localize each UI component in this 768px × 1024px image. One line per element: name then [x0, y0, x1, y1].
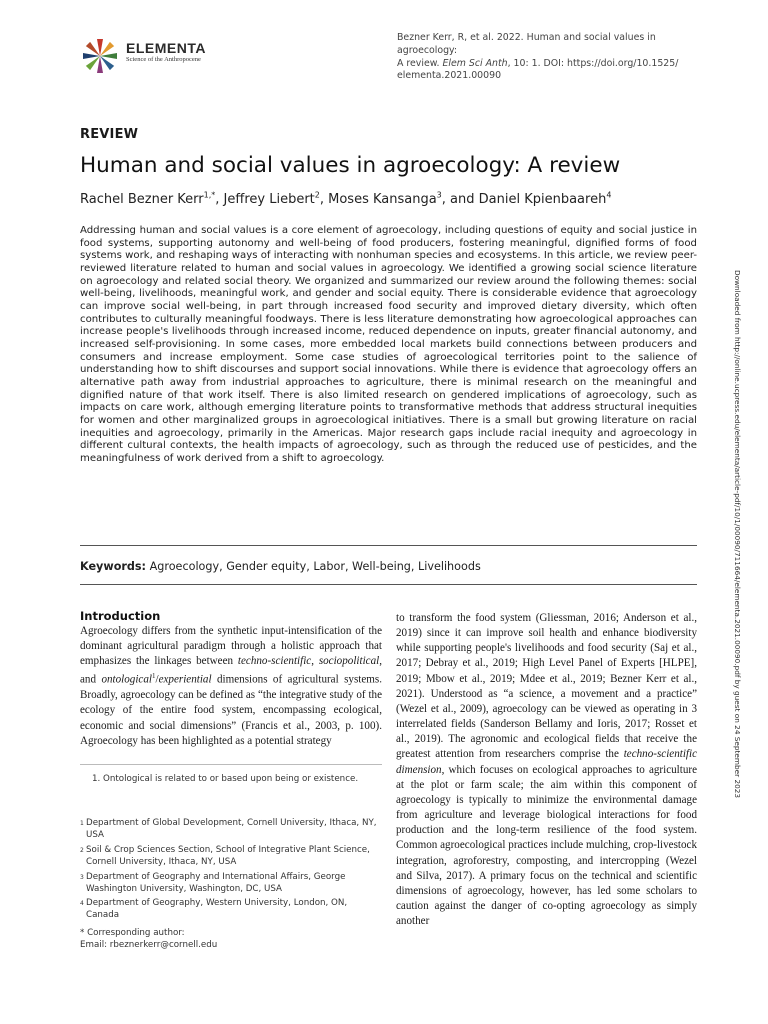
footnote-separator — [80, 764, 382, 765]
citation-line-2: A review. Elem Sci Anth, 10: 1. DOI: https://doi.org/10.1525/ — [397, 57, 679, 69]
affiliation-item — [80, 845, 380, 869]
affiliation-number: 4 — [80, 900, 84, 908]
affiliation-number: 2 — [80, 846, 84, 854]
right-column — [396, 611, 697, 929]
corresponding-author — [80, 928, 380, 952]
section-heading-introduction: Introduction — [80, 609, 161, 623]
author-separator: , and — [441, 192, 479, 207]
corresponding-email[interactable]: Email: rbeznerkerr@cornell.edu — [80, 939, 218, 950]
author-affiliation-marker: 4 — [606, 190, 612, 200]
abstract-divider — [80, 545, 697, 546]
author-name[interactable]: Jeffrey Liebert — [223, 192, 315, 207]
affiliation-number: 3 — [80, 873, 84, 881]
elementa-star-icon — [80, 36, 120, 76]
affiliation-number: 1 — [80, 820, 84, 827]
corresponding-label: * Corresponding author: — [80, 928, 185, 938]
elementa-logo[interactable] — [80, 36, 230, 76]
intro-paragraph-left: Agroecology differs from the synthetic input-intensification of the dominant agricultural paradigm through a holistic approach that emphasizes the linkages between techno-scientific, sociopolitical, and ontological$^1$/experiential dimensions of agricultural systems. Broadly, agroecology can be defined as “the integrative study of the ecology of the entire food system, encompassing ecological, economic and social dimensions” (Francis et al., 2003, p. 100). Agroecology has been highlighted as a potential strategy — [80, 625, 382, 747]
citation-line-1: Bezner Kerr, R, et al. 2022. Human and social values in agroecology: — [397, 32, 656, 56]
author-affiliation-marker: 1,* — [203, 190, 216, 200]
abstract-text: Addressing human and social values is a core element of agroecology, including questions of equity and social justice in food systems, supporting autonomy and well-being of food producers, fostering meaningful, dignified forms of food systems work, and reshaping ways of interacting with nonhuman species and ecosystems. In this article, we review peer-reviewed literature related to human and social values in agroecology. We identified a growing social science literature on agroecology and related social theory. We organized and summarized our review around the following themes: social well-being, livelihoods, meaningful work, and gender and social equity. There is considerable evidence that agroecology can improve social well-being, in part through increased food security and improved dietary diversity, which often contributes to culturally meaningful foodways. There is less literature demonstrating how agroecological approaches can increase people's livelihoods through increased income, reduced dependence on inputs, greater financial autonomy, and increased self-provisioning. In some cases, more embedded local markets build connections between producers and consumers and increase employment. Some case studies of agroecological territories point to the salience of understanding how to shift discourses and support social innovations. While there is evidence that agroecology offers an alternative path away from industrial approaches to agriculture, there is minimal research on the meaningful and dignified nature of that work itself. There is also limited research on gendered implications of agroecology, such as impacts on care work, although emerging literature points to transformative methods that address structural inequities for women and other marginalized groups in agroecological initiatives. There is a small but growing literature on racial inequities and agroecology, primarily in the Americas. Major research gaps include racial inequity and agroecology in different cultural contexts, the health impacts of agroecology, such as through the reduced use of pesticides, and the meaningfulness of work derived from a shift to agroecology. — [80, 225, 697, 464]
affiliations — [80, 818, 380, 925]
affiliation-text: Department of Global Development, Cornell University, Ithaca, NY, USA — [86, 818, 377, 840]
keywords-label: Keywords: — [80, 560, 147, 573]
affiliation-text: Department of Geography, Western University, London, ON, Canada — [86, 898, 348, 921]
author-list — [80, 192, 611, 207]
journal-name: Elem Sci Anth — [442, 57, 508, 69]
author-separator: , — [319, 192, 329, 207]
intro-paragraph-right: to transform the food system (Gliessman, 2016; Anderson et al., 2019) since it can improve soil health and enhance biodiversity while supporting people's livelihoods and food security (Saj et al., 2017; Debray et al., 2019; High Level Panel of Experts [HLPE], 2019; Mbow et al., 2019; Mdee et al., 2019; Bezner Kerr et al., 2021). Understood as “a science, a movement and a practice” (Wezel et al., 2009), agroecology can be viewed as operating in 3 interrelated fields (Sanderson Bellamy and Ioris, 2017; Rosset et al., 2019). The agronomic and ecological fields that receive the greatest attention from researchers comprise the techno-scientific dimension, which focuses on ecological approaches to agriculture at the plot or farm scale; the aim within this component of agroecology is typically to minimize the environmental damage from agriculture and leverage biological interactions for food production and the long-term resilience of the food system. Common agroecological practices include mulching, crop-livestock integration, agroforestry, composting, and intercropping (Wezel and Silva, 2017). A primary focus on the technical and scientific dimensions of agroecology, however, has led some scholars to caution against the danger of co-opting agroecology as simply another — [396, 612, 697, 928]
left-column — [80, 609, 382, 749]
article-type-label: REVIEW — [80, 127, 139, 142]
keywords-list: Agroecology, Gender equity, Labor, Well-being, Livelihoods — [149, 560, 481, 573]
keywords-divider — [80, 584, 697, 585]
affiliation-item — [80, 872, 380, 896]
author-separator: , — [215, 192, 224, 207]
affiliation-item — [80, 898, 380, 922]
logo-subtitle: Science of the Anthropocene — [126, 56, 201, 63]
footnote-marker[interactable]: 1 — [151, 672, 156, 681]
citation-doi-link[interactable]: elementa.2021.00090 — [397, 70, 502, 82]
affiliation-item — [80, 818, 380, 842]
keywords-line — [80, 560, 481, 573]
affiliation-text: Department of Geography and International Affairs, George Washington University, Washington, DC, USA — [86, 871, 346, 894]
article-title: Human and social values in agroecology: A review — [80, 153, 621, 178]
author-name[interactable]: Moses Kansanga — [328, 192, 437, 207]
logo-wordmark: ELEMENTA — [126, 40, 206, 56]
affiliation-text: Soil & Crop Sciences Section, School of Integrative Plant Science, Cornell University, Ithaca, NY, USA — [86, 844, 370, 867]
download-notice: Downloaded from http://online.ucpress.edu/elementa/article-pdf/10/1/00090/711664/elementa.2021.00090.pdf by guest on 24 September 2023 — [733, 270, 742, 799]
citation-block — [397, 32, 717, 83]
footnote: 1. Ontological is related to or based upon being or existence. — [92, 774, 359, 784]
author-name[interactable]: Daniel Kpienbaareh — [478, 192, 607, 207]
author-affiliation-marker: 3 — [436, 190, 442, 200]
author-name[interactable]: Rachel Bezner Kerr — [80, 192, 204, 207]
author-affiliation-marker: 2 — [314, 190, 320, 200]
